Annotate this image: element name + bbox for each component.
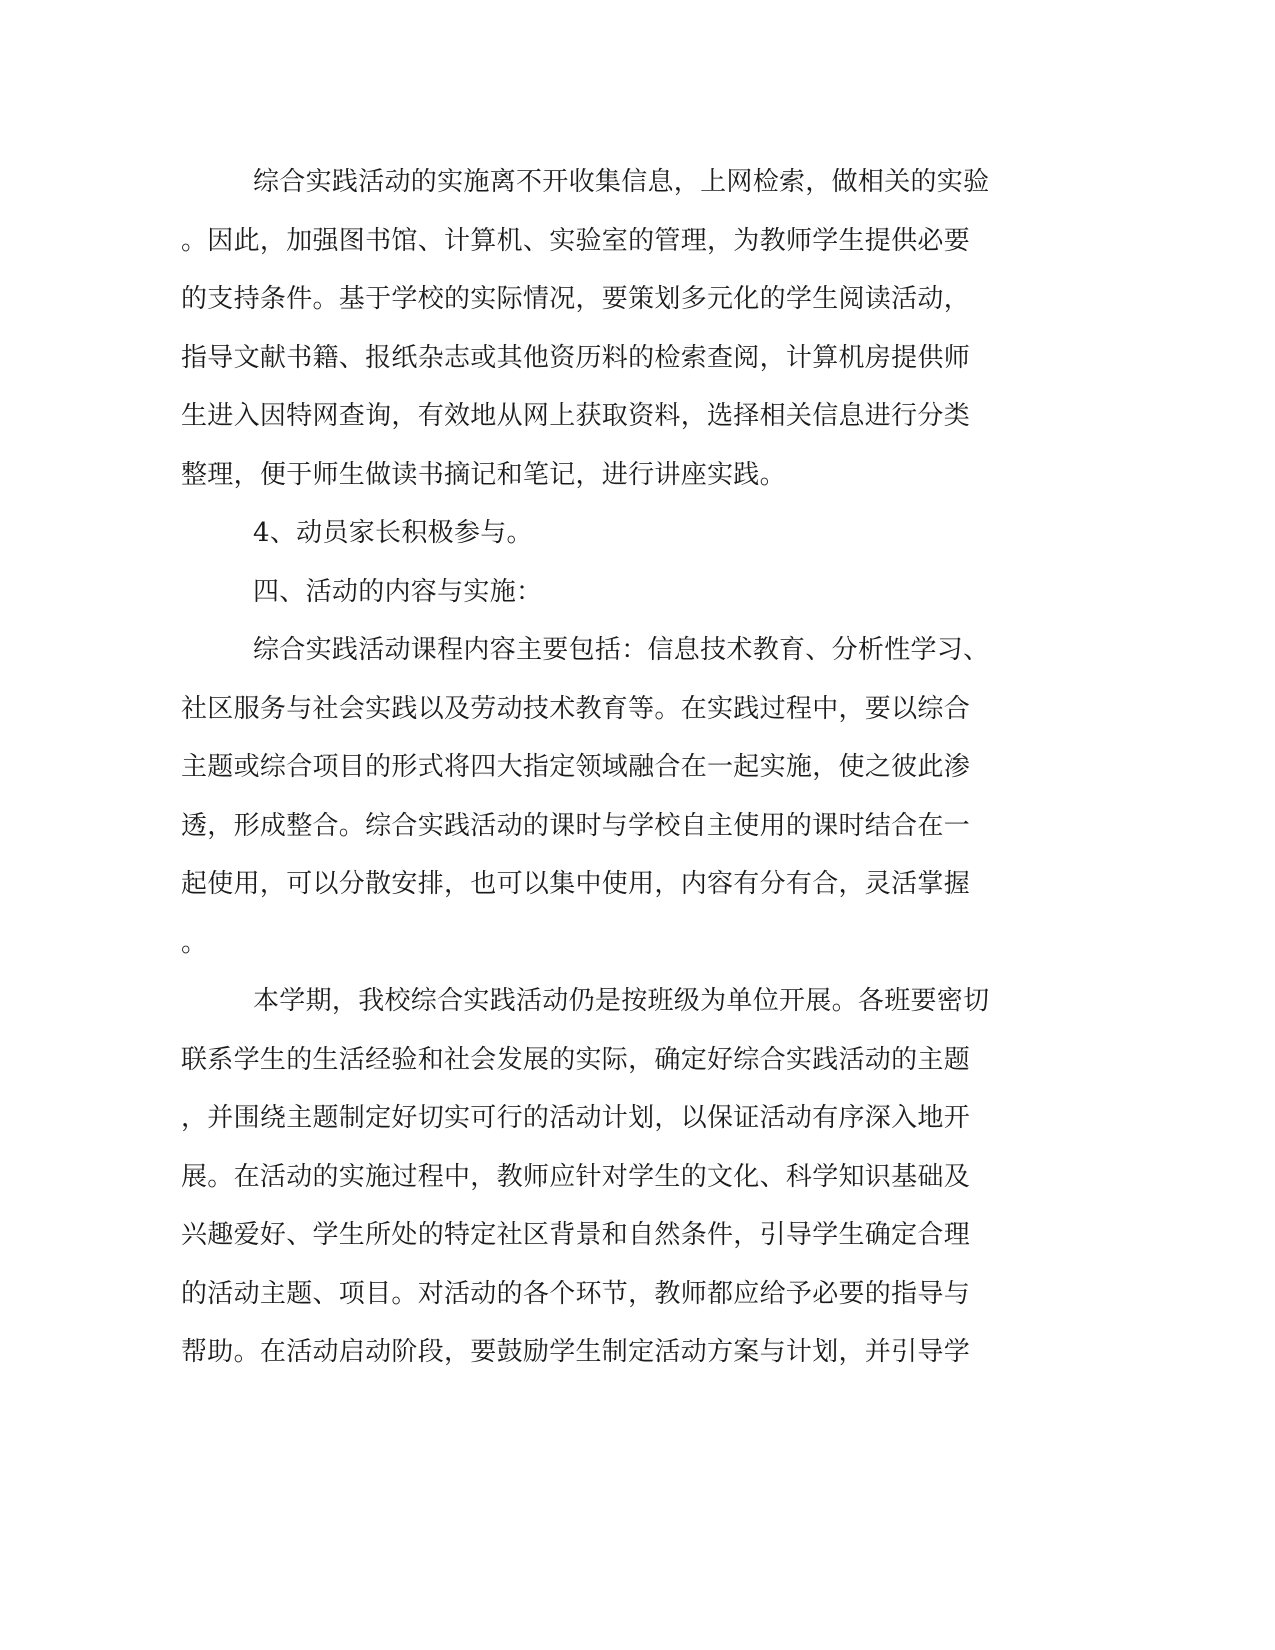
text-line: 指导文献书籍、报纸杂志或其他资历料的检索查阅，计算机房提供师	[181, 343, 971, 373]
text-line: 联系学生的生活经验和社会发展的实际，确定好综合实践活动的主题	[181, 1045, 971, 1075]
text-line: 主题或综合项目的形式将四大指定领域融合在一起实施，使之彼此渗	[181, 752, 971, 782]
text-line: 本学期，我校综合实践活动仍是按班级为单位开展。各班要密切	[253, 986, 990, 1016]
text-line: 起使用，可以分散安排，也可以集中使用，内容有分有合，灵活掌握	[181, 869, 971, 899]
text-line: 社区服务与社会实践以及劳动技术教育等。在实践过程中，要以综合	[181, 694, 971, 724]
text-line: ，并围绕主题制定好切实可行的活动计划，以保证活动有序深入地开	[181, 1103, 971, 1133]
section-heading: 四、活动的内容与实施：	[253, 577, 543, 607]
text-line: 的支持条件。基于学校的实际情况，要策划多元化的学生阅读活动，	[181, 284, 971, 314]
text-line: 帮助。在活动启动阶段，要鼓励学生制定活动方案与计划，并引导学	[181, 1337, 971, 1367]
text-line: 。因此，加强图书馆、计算机、实验室的管理，为教师学生提供必要	[181, 226, 971, 256]
text-line: 综合实践活动的实施离不开收集信息，上网检索，做相关的实验	[253, 167, 990, 197]
text-line: 展。在活动的实施过程中，教师应针对学生的文化、科学知识基础及	[181, 1162, 971, 1192]
text-line: 透，形成整合。综合实践活动的课时与学校自主使用的课时结合在一	[181, 811, 971, 841]
text-line: 综合实践活动课程内容主要包括：信息技术教育、分析性学习、	[253, 635, 990, 665]
text-line: 兴趣爱好、学生所处的特定社区背景和自然条件，引导学生确定合理	[181, 1220, 971, 1250]
text-line: 生进入因特网查询，有效地从网上获取资料，选择相关信息进行分类	[181, 401, 971, 431]
list-item: 4、动员家长积极参与。	[253, 518, 533, 548]
text-line: 。	[181, 928, 208, 958]
text-line: 的活动主题、项目。对活动的各个环节，教师都应给予必要的指导与	[181, 1279, 971, 1309]
text-line: 整理，便于师生做读书摘记和笔记，进行讲座实践。	[181, 460, 786, 490]
